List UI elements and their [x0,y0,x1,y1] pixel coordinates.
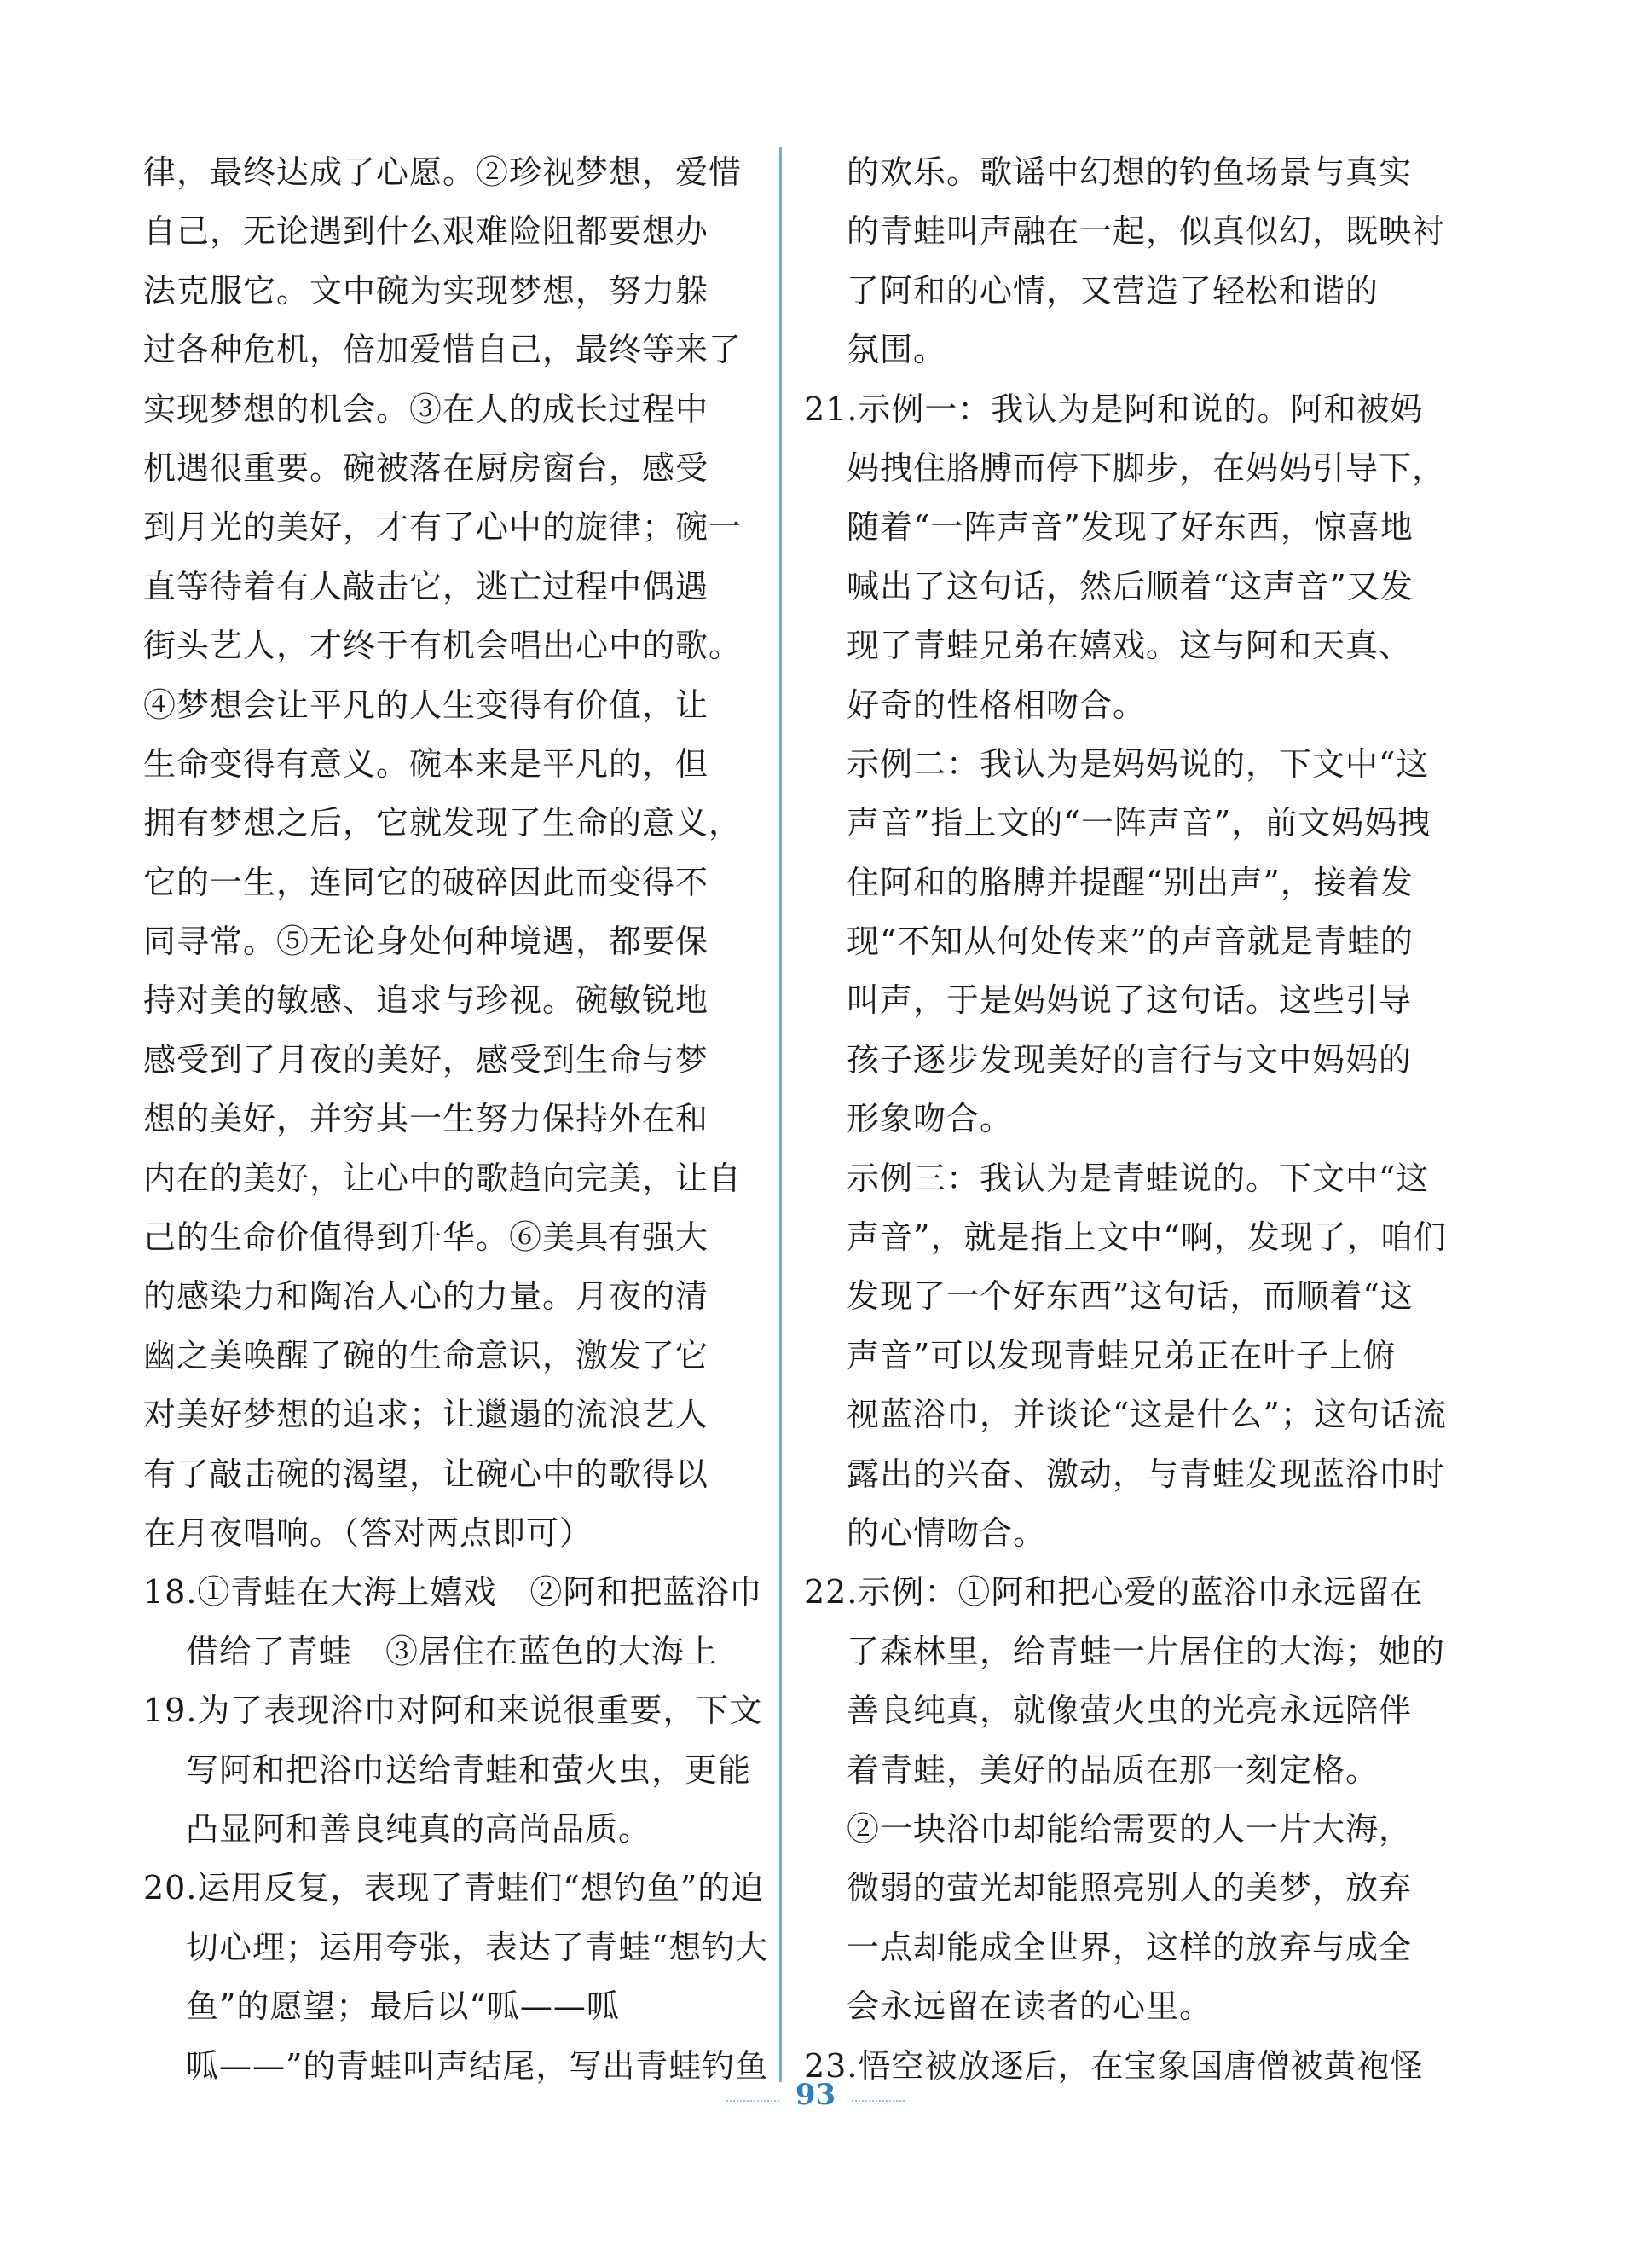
text-line: 随着“一阵声音”发现了好东西，惊喜地 [847,508,1414,547]
text-line: 声音”，就是指上文中“啊，发现了，咱们 [847,1218,1447,1257]
left-column [143,143,769,2096]
text-line: 的青蛙叫声融在一起，似真似幻，既映衬 [847,212,1446,251]
text-line: 切心理；运用夸张，表达了青蛙“想钓大 [186,1928,769,1966]
text-line: 对美好梦想的追求；让邋遢的流浪艺人 [143,1396,709,1434]
text-line: 生命变得有意义。碗本来是平凡的，但 [143,744,709,783]
text-line: 现“不知从何处传来”的声音就是青蛙的 [847,923,1414,961]
text-line: 住阿和的胳膊并提醒“别出声”，接着发 [847,863,1414,901]
text-line: 自己，无论遇到什么艰难险阻都要想办 [143,212,709,251]
text-line: 凸显阿和善良纯真的高尚品质。 [186,1809,652,1848]
text-line: 氛围。 [847,331,947,369]
text-line: 街头艺人，才终于有机会唱出心中的歌。 [143,627,743,665]
text-line: 它的一生，连同它的破碎因此而变得不 [143,863,709,901]
footer-left-ornament [726,2100,779,2102]
text-line: 21.示例一：我认为是阿和说的。阿和被妈 [804,390,1424,428]
text-line: 示例三：我认为是青蛙说的。下文中“这 [847,1159,1430,1197]
text-line: 声音”可以发现青蛙兄弟正在叶子上俯 [847,1336,1397,1374]
column-divider [779,147,782,2082]
text-line: 会永远留在读者的心里。 [847,1987,1213,2026]
text-line: 过各种危机，倍加爱惜自己，最终等来了 [143,331,743,369]
text-line: 叫声，于是妈妈说了这句话。这些引导 [847,981,1413,1020]
text-line: 内在的美好，让心中的歌趋向完美，让自 [143,1159,743,1197]
text-line: 23.悟空被放逐后，在宝象国唐僧被黄袍怪 [804,2046,1424,2085]
text-line: 想的美好，并穷其一生努力保持外在和 [143,1100,709,1138]
text-line: 持对美的敏感、追求与珍视。碗敏锐地 [143,981,709,1020]
text-line: 借给了青蛙 ③居住在蓝色的大海上 [186,1632,719,1670]
text-line: 善良纯真，就像萤火虫的光亮永远陪伴 [847,1692,1413,1730]
text-line: 写阿和把浴巾送给青蛙和萤火虫，更能 [186,1750,752,1789]
text-line: 发现了一个好东西”这句话，而顺着“这 [847,1277,1414,1316]
text-line: 19.为了表现浴巾对阿和来说很重要，下文 [143,1692,763,1730]
text-line: 实现梦想的机会。③在人的成长过程中 [143,390,709,428]
text-line: 示例二：我认为是妈妈说的，下文中“这 [847,744,1430,783]
text-line: 在月夜唱响。（答对两点即可） [143,1513,593,1552]
text-line: 同寻常。⑤无论身处何种境遇，都要保 [143,923,709,961]
text-line: 喊出了这句话，然后顺着“这声音”又发 [847,567,1414,605]
text-line: 了森林里，给青蛙一片居住的大海；她的 [847,1632,1446,1670]
page-number: 93 [795,2078,836,2112]
text-line: 呱——”的青蛙叫声结尾，写出青蛙钓鱼 [186,2046,769,2085]
text-line: 妈拽住胳膊而停下脚步，在妈妈引导下， [847,448,1446,487]
text-line: 的感染力和陶冶人心的力量。月夜的清 [143,1277,709,1316]
text-line: 了阿和的心情，又营造了轻松和谐的 [847,271,1379,310]
text-line: 一点却能成全世界，这样的放弃与成全 [847,1928,1413,1966]
text-line: 法克服它。文中碗为实现梦想，努力躲 [143,271,709,310]
text-line: 微弱的萤光却能照亮别人的美梦，放弃 [847,1869,1413,1907]
text-line: 孩子逐步发现美好的言行与文中妈妈的 [847,1040,1413,1079]
text-line: 的欢乐。歌谣中幻想的钓鱼场景与真实 [847,153,1413,191]
text-line: ②一块浴巾却能给需要的人一片大海， [847,1809,1413,1848]
right-column [804,143,1447,2096]
text-line: 机遇很重要。碗被落在厨房窗台，感受 [143,448,709,487]
text-line: 现了青蛙兄弟在嬉戏。这与阿和天真、 [847,627,1413,665]
text-line: 视蓝浴巾，并谈论“这是什么”；这句话流 [847,1396,1447,1434]
text-line: 露出的兴奋、激动，与青蛙发现蓝浴巾时 [847,1455,1446,1493]
text-line: 的心情吻合。 [847,1513,1047,1552]
text-line: 直等待着有人敲击它，逃亡过程中偶遇 [143,567,709,605]
text-line: 好奇的性格相吻合。 [847,686,1147,724]
text-line: 拥有梦想之后，它就发现了生命的意义， [143,804,743,842]
text-line: 18.①青蛙在大海上嬉戏 ②阿和把蓝浴巾 [143,1573,763,1611]
page-footer [0,2065,1631,2125]
text-line: 形象吻合。 [847,1100,1014,1138]
text-line: 着青蛙，美好的品质在那一刻定格。 [847,1750,1379,1789]
text-line: 到月光的美好，才有了心中的旋律；碗一 [143,508,743,547]
text-line: 声音”指上文的“一阵声音”，前文妈妈拽 [847,804,1431,842]
footer-right-ornament [852,2100,905,2102]
text-line: 幽之美唤醒了碗的生命意识，激发了它 [143,1336,709,1374]
text-line: 鱼”的愿望；最后以“呱——呱 [186,1987,620,2026]
text-line: 20.运用反复，表现了青蛙们“想钓鱼”的迫 [143,1869,765,1907]
text-line: 有了敲击碗的渴望，让碗心中的歌得以 [143,1455,709,1493]
text-line: 律，最终达成了心愿。②珍视梦想，爱惜 [143,153,743,191]
text-line: 感受到了月夜的美好，感受到生命与梦 [143,1040,709,1079]
text-line: 己的生命价值得到升华。⑥美具有强大 [143,1218,709,1257]
text-line: 22.示例：①阿和把心爱的蓝浴巾永远留在 [804,1573,1424,1611]
text-line: ④梦想会让平凡的人生变得有价值，让 [143,686,709,724]
